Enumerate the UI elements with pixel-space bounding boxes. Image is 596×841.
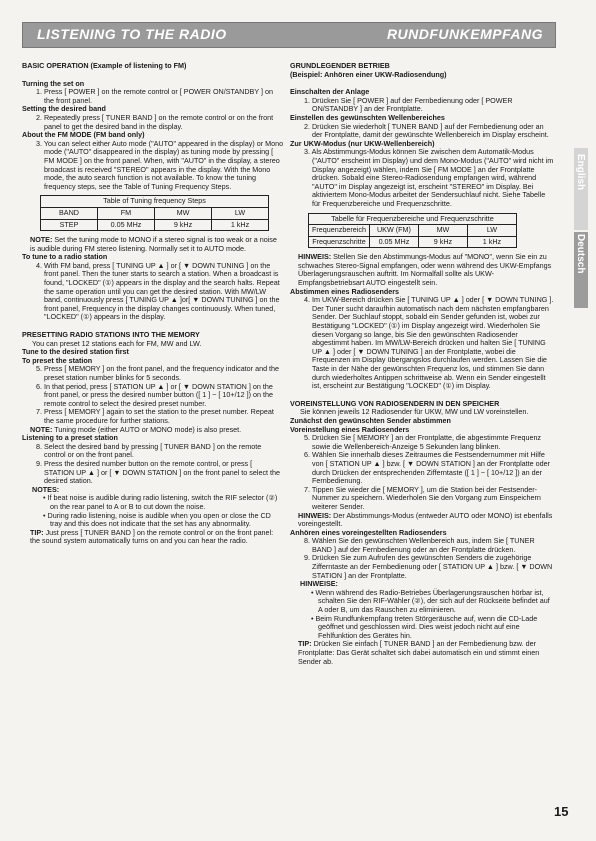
note: NOTE: Set the tuning mode to MONO if a stereo signal is too weak or a noise is audible during FM stereo listening. Normally set it to AUTO mode. <box>30 235 277 253</box>
step-1: 1. Press [ POWER ] on the remote control or [ POWER ON/STANDBY ] on the front panel. <box>36 87 273 105</box>
page-header-banner <box>22 22 556 48</box>
intro-text: Sie können jeweils 12 Radiosender für UKW, MW und LW voreinstellen. <box>300 407 529 417</box>
step-3: 3. You can select either Auto mode ("AUTO" appeared in the display) or Mono mode ("AUTO" disappeared in the display) as tuning mode by pressing [ FM MODE ] on the front panel. When, with "AUTO" in the display, a stereo broadcast is received "STEREO" appears in the display. With the Mono mode, the auto search function is not available. To know the tuning frequency steps, see the Table of Tuning Frequency Steps. <box>36 138 284 191</box>
frequency-steps-table <box>308 213 517 249</box>
section-title: PRESETTING RADIO STATIONS INTO THE MEMORY <box>22 330 200 340</box>
step-8: 8. Select the desired band by pressing [ TUNER BAND ] on the remote control or on the front panel. <box>36 441 262 460</box>
table-cell: 0.05 MHz <box>369 236 418 248</box>
table-cell: Frequenzschritte <box>309 236 370 248</box>
tip: TIP: Drücken Sie einfach [ TUNER BAND ] an der Fernbedienung bzw. der Frontplatte: Das Gerät schaltet sich dabei automatisch ein und stimmt einen Sender ab. <box>298 639 540 666</box>
step-3: 3. Als Abstimmungs-Modus können Sie zwischen dem Automatik-Modus ("AUTO" erscheint im Display) und dem Mono-Modus ("AUTO" wird nicht im Display angezeigt) wählen, indem Sie [ FM MODE ] an der Frontplatte drücken. Sobald eine Stereo-Radiosendung empfangen wird, während "AUTO" im Display angezeigt ist, erscheint "STEREO" im Display. Bei aktiviertem Mono-Modus arbeitet der Sendersuchlauf nicht. Siehe Tabelle für Frequenzbereiche und Frequenzschritte. <box>304 147 554 208</box>
section-title: GRUNDLEGENDER BETRIEB <box>290 61 390 70</box>
table-header-cell: FM <box>98 207 155 219</box>
table-cell: 0.05 MHz <box>98 219 155 231</box>
subheading: To tune to a radio station <box>22 252 108 262</box>
tuning-steps-table <box>40 195 269 231</box>
table-cell: 9 kHz <box>418 236 467 248</box>
step-4: 4. Im UKW-Bereich drücken Sie [ TUNING UP ▲ ] oder [ ▼ DOWN TUNING ]. Der Tuner sucht daraufhin automatisch nach dem nächsten empfangbaren Sender. Der Suchlauf stoppt, sobald ein Sender gefunden ist, wobei zur Bestätigung "LOCKED" (①) im Display angezeigt wird. Wiederholen Sie diesen Vorgang so lange, bis Sie den gewünschten Radiosender abgestimmt haben. Im MW/LW-Bereich drücken und halten Sie [ TUNING UP ▲ ] oder [ ▼ DOWN TUNING ] an der Frontplatte, wobei die Frequenzen im Display übergangslos durchlaufen werden. Lassen Sie die Taste in der Nähe der gewünschten Frequenz los, und stimmen Sie dann durch wiederholtes Antippen schrittweise ab. Wenn ein Sender eingestellt ist, erscheint zur Bestätigung "LOCKED" (①) im Display. <box>304 295 554 391</box>
header-title-german: RUNDFUNKEMPFANG <box>386 26 543 42</box>
table-cell: STEP <box>41 219 98 231</box>
table-header-cell: UKW (FM) <box>369 225 418 237</box>
step-5: 5. Press [ MEMORY ] on the front panel, and the frequency indicator and the preset station number blinks for 5 seconds. <box>36 364 280 382</box>
table-header-cell: Frequenzbereich <box>309 225 370 237</box>
section-title: BASIC OPERATION (Example of listening to FM) <box>22 61 187 70</box>
page-number: 15 <box>554 804 569 819</box>
english-column <box>22 62 284 546</box>
table-cell: 9 kHz <box>155 219 212 231</box>
step-6: 6. Wählen Sie innerhalb dieses Zeitraumes die Festsendernummer mit Hilfe von [ STATION UP ▲ ] bzw. [ ▼ DOWN STATION ] an der Frontplatte oder durch Drücken der entsprechenden Zifferntaste ([ 1 ] ~ [ 10+/12 ]) an der Fernbedienung. <box>304 450 551 486</box>
table-caption: Table of Tuning frequency Steps <box>41 196 269 208</box>
step-9: 9. Press the desired number button on the remote control, or press [ STATION UP ▲ ] or [ ▼ DOWN STATION ] on the front panel to select the desired station. <box>36 458 281 486</box>
subheading: Voreinstellung eines Radiosenders <box>290 424 410 434</box>
step-2: 2. Drücken Sie wiederholt [ TUNER BAND ] auf der Fernbedienung oder an der Frontplatte, damit der gewünschte Wellenbereich im Display erscheint. <box>304 121 549 140</box>
step-6: 6. In that period, press [ STATION UP ▲ ] or [ ▼ DOWN STATION ] on the front panel, or press the desired number button ([ 1 ] ~ [ 10+/12 ]) on the remote control to select the desired preset number. <box>36 381 273 408</box>
subheading: About the FM MODE (FM band only) <box>22 130 145 140</box>
note: HINWEIS: Stellen Sie den Abstimmungs-Modus auf "MONO", wenn Sie ein zu schwaches Stereo-Signal empfangen, oder wenn während des UKW-Empfangs Überlagerungsrauschen auftritt. Im Normalfall sollte als UKW-Empfangsbetriebsart AUTO eingestellt sein. <box>298 252 552 288</box>
subheading: Abstimmen eines Radiosenders <box>290 286 400 296</box>
bullet-item: • During radio listening, noise is audible when you open or close the CD tray and this does not indicate that the set has any abnormality. <box>43 510 271 529</box>
subheading: Zunächst den gewünschten Sender abstimmen <box>290 415 451 425</box>
subheading: Zur UKW-Modus (nur UKW-Wellenbereich) <box>290 138 435 148</box>
step-5: 5. Drücken Sie [ MEMORY ] an der Frontplatte, die abgestimmte Frequenz sowie die Wellenbereich-Anzeige 5 Sekunden lang blinken. <box>304 433 542 451</box>
german-column <box>290 62 555 666</box>
subheading: Tune to the desired station first <box>22 347 129 357</box>
step-9: 9. Drücken Sie zum Aufrufen des gewünschten Senders die zugehörige Zifferntaste an der Fernbedienung oder [ STATION UP ▲ ] bzw. [ ▼ DOWN STATION ] an der Frontplatte. <box>304 553 553 580</box>
tip: TIP: Just press [ TUNER BAND ] on the remote control or on the front panel: the sound system automatically turns on and you can hear the radio. <box>30 527 274 546</box>
table-caption: Tabelle für Frequenzbereiche und Frequenzschritte <box>309 213 517 225</box>
note: HINWEIS: Der Abstimmungs-Modus (entweder AUTO oder MONO) ist ebenfalls voreingestellt. <box>298 510 553 529</box>
subheading: Anhören eines voreingestellten Radiosenders <box>290 527 447 537</box>
side-tab-english: English <box>574 148 588 230</box>
step-8: 8. Wählen Sie den gewünschten Wellenbereich aus, indem Sie [ TUNER BAND ] auf der Fernbedienung oder an der Frontplatte drücken. <box>304 536 535 554</box>
intro-text: You can preset 12 stations each for FM, MW and LW. <box>32 338 202 348</box>
header-title-english: LISTENING TO THE RADIO <box>37 26 227 42</box>
subheading: Einstellen des gewünschten Wellenbereiches <box>290 112 445 122</box>
table-header-cell: LW <box>212 207 269 219</box>
section-title: VOREINSTELLUNG VON RADIOSENDERN IN DEN SPEICHER <box>290 398 500 408</box>
step-4: 4. With FM band, press [ TUNING UP ▲ ] or [ ▼ DOWN TUNING ] on the front panel. Then the tuner starts to search a station. When a broadcast is found, "LOCKED" (①) appears in the display and the search halts. Repeat the same operation until you can get the desired station. With MW/LW band, continuously press [ TUNING UP ▲ ]or[ ▼ DOWN TUNING ] on the front panel, Frequency in the display changes continuously. When tuned, "LOCKED" (①) appears in the display. <box>36 260 280 322</box>
table-header-cell: MW <box>418 225 467 237</box>
subheading: Setting the desired band <box>22 104 106 114</box>
bullet-item: • If beat noise is audible during radio listening, switch the RIF selector (②) on the rear panel to A or B to cut down the noise. <box>43 493 278 511</box>
table-header-cell: LW <box>467 225 516 237</box>
step-1: 1. Drücken Sie [ POWER ] auf der Fernbedienung oder [ POWER ON/STANDBY ] an der Frontplatte. <box>304 95 513 114</box>
note: NOTE: Tuning mode (either AUTO or MONO mode) is also preset. <box>30 424 242 434</box>
subheading: Einschalten der Anlage <box>290 87 370 97</box>
table-header-cell: MW <box>155 207 212 219</box>
step-7: 7. Tippen Sie wieder die [ MEMORY ], um die Station bei der Festsender-Nummer zu speichern. Wiederholen Sie den Vorgang zum Einspeichern weiterer Sender. <box>304 484 541 511</box>
step-7: 7. Press [ MEMORY ] again to set the station to the preset number. Repeat the same procedure for further stations. <box>36 407 274 425</box>
subheading: Turning the set on <box>22 78 85 88</box>
subheading: Listening to a preset station <box>22 433 118 443</box>
table-cell: 1 kHz <box>467 236 516 248</box>
notes-label: HINWEISE: <box>300 579 338 589</box>
step-2: 2. Repeatedly press [ TUNER BAND ] on the remote control or on the front panel to get the desired band in the display. <box>36 112 274 131</box>
subheading: To preset the station <box>22 355 93 365</box>
side-tab-deutsch: Deutsch <box>574 232 588 308</box>
section-subtitle: (Beispiel: Anhören einer UKW-Radiosendung) <box>290 69 447 79</box>
notes-label: NOTES: <box>32 484 60 494</box>
table-cell: 1 kHz <box>212 219 269 231</box>
bullet-item: • Wenn während des Radio-Betriebes Überlagerungsrauschen hörbar ist, schalten Sie den RIF-Wähler (②), der sich auf der Rückseite befindet auf A oder B, um das Rauschen zu eliminieren. <box>311 587 550 615</box>
table-header-cell: BAND <box>41 207 98 219</box>
bullet-item: • Beim Rundfunkempfang treten Störgeräusche auf, wenn die CD-Lade geöffnet und geschlossen wird. Dies weist jedoch nicht auf eine Fehlfunktion des Gerätes hin. <box>311 613 538 640</box>
